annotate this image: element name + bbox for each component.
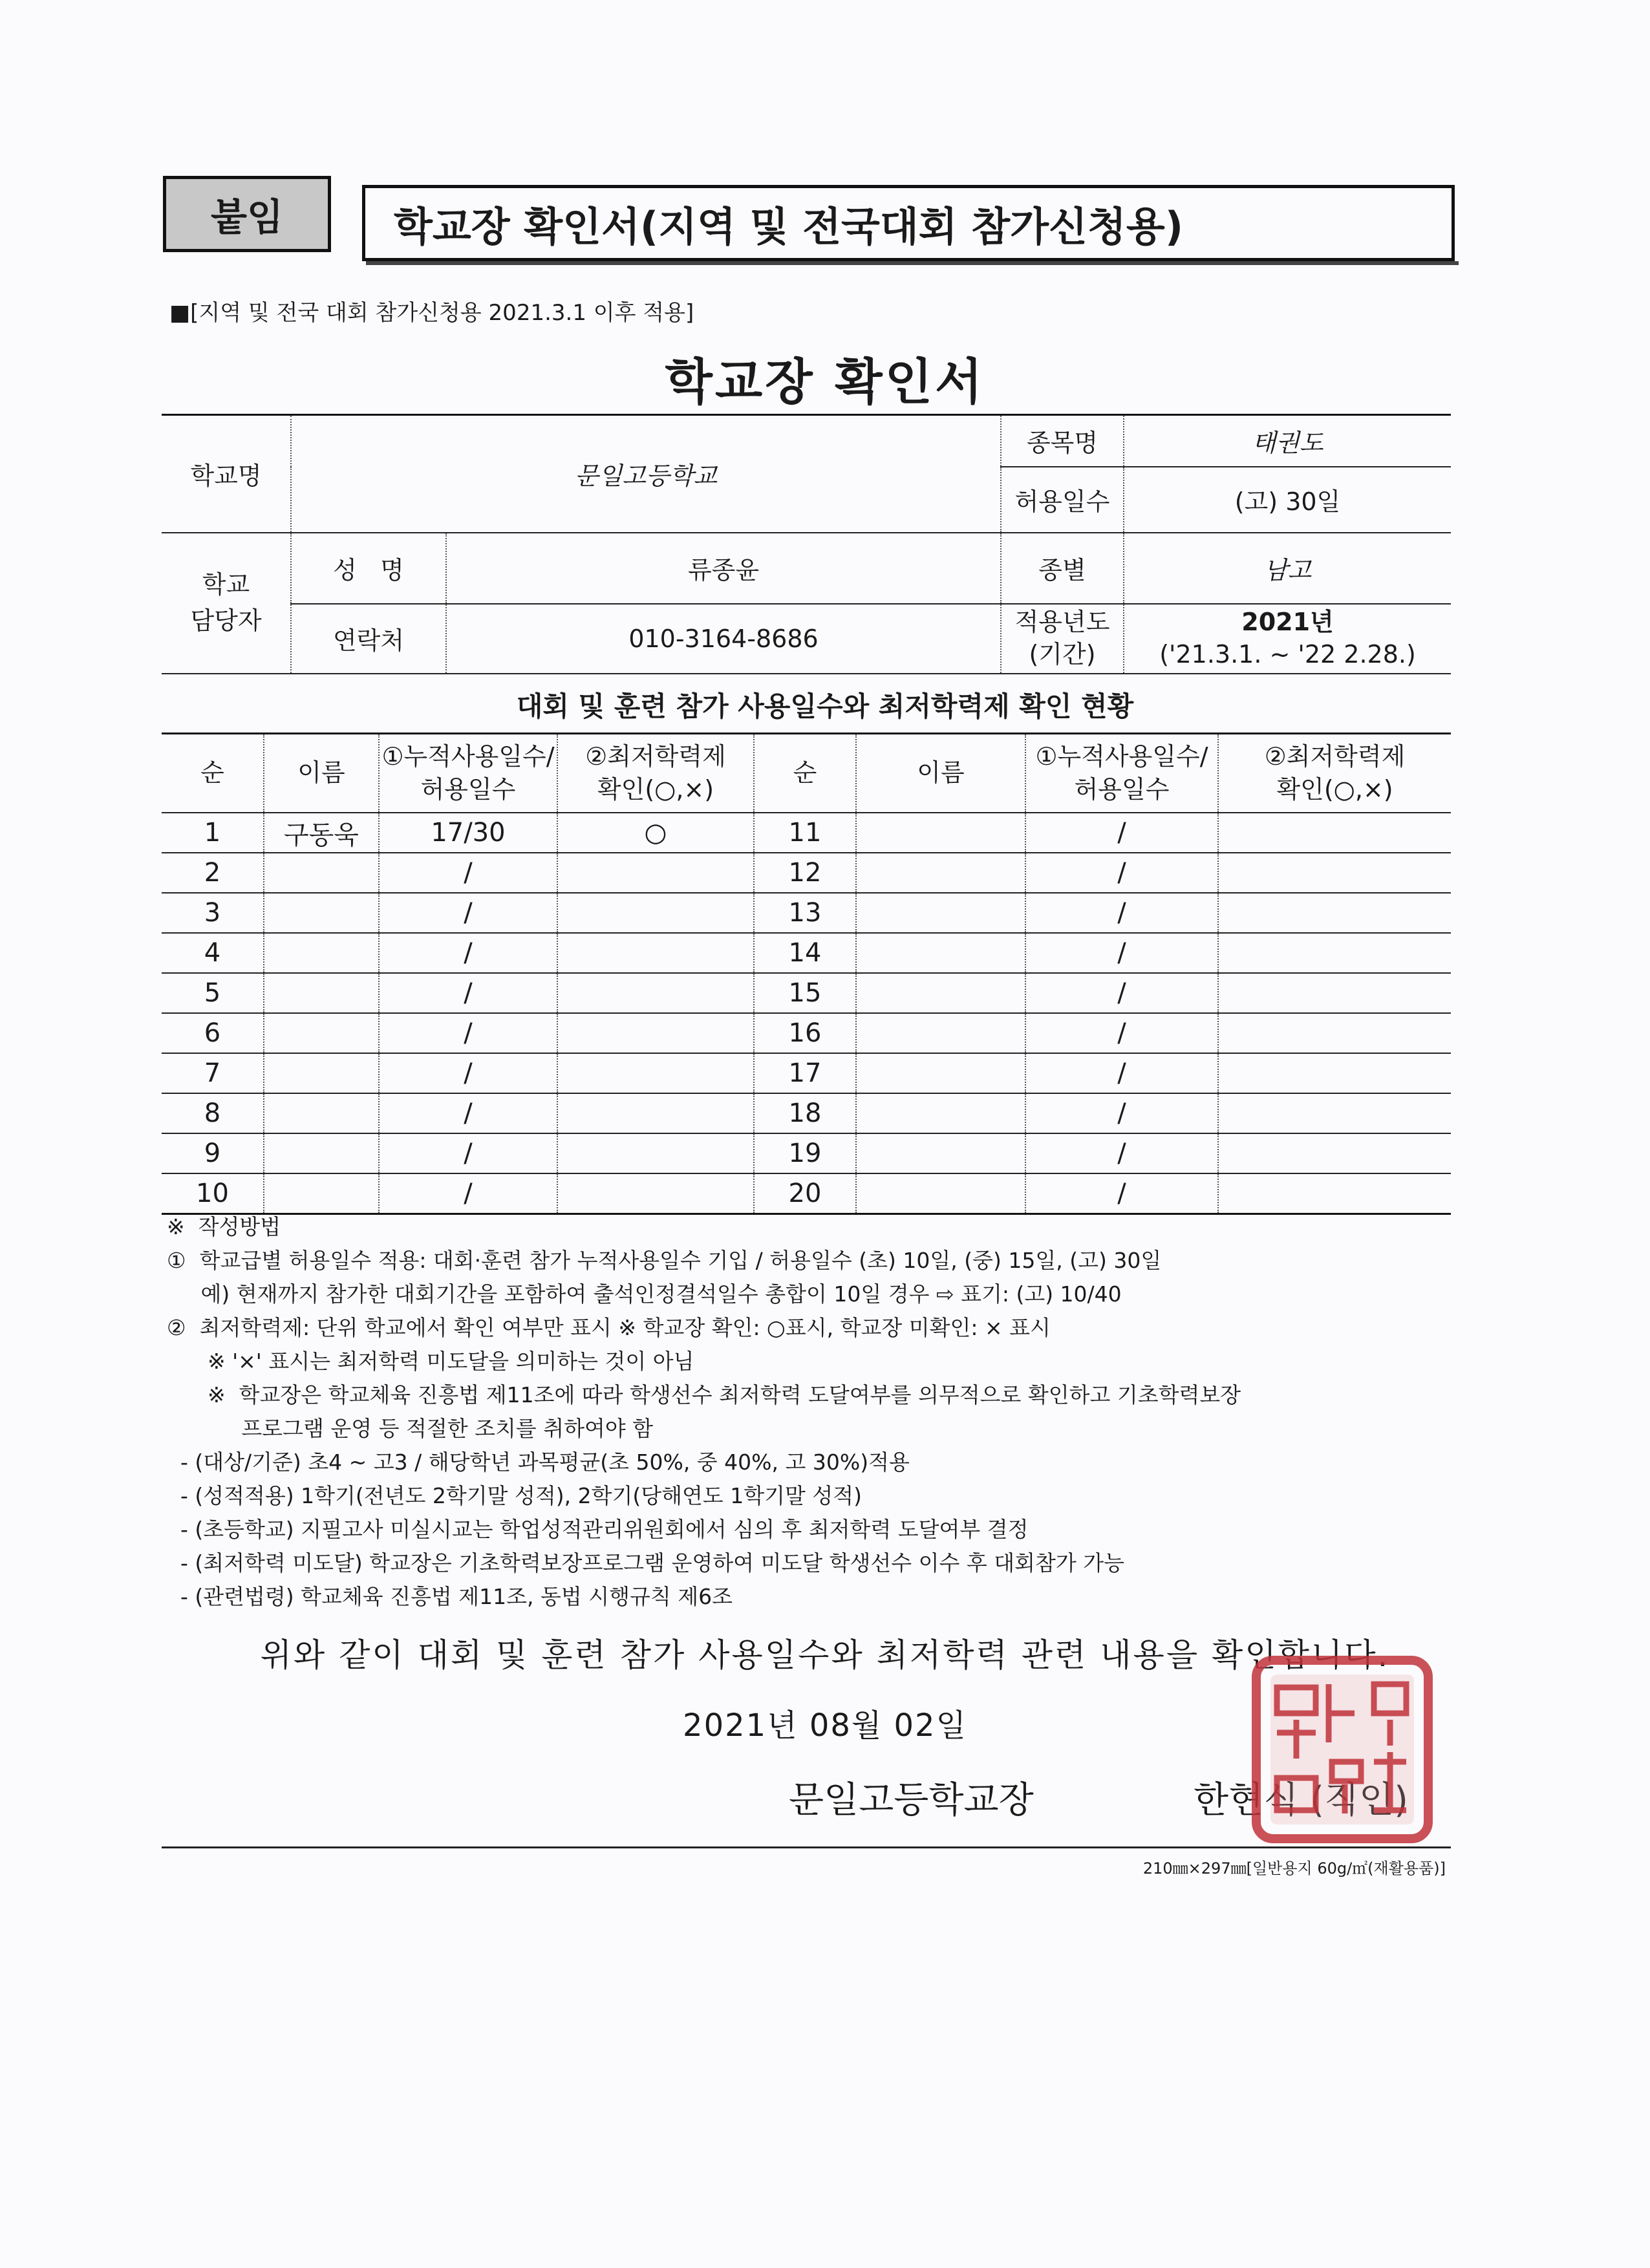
paper-specification: 210㎜×297㎜[일반용지 60g/㎡(재활용품)] [1142,1859,1446,1878]
year-value: 2021년 [1241,608,1334,637]
table-cell [856,1173,1025,1214]
table-row [162,813,1451,853]
table-cell: 18 [754,1093,856,1133]
table-row [162,1093,1451,1133]
instruction-line: - (대상/기준) 초4 ~ 고3 / 해당학년 과목평균(초 50%, 중 40%, 고 30%)적용 [167,1450,910,1475]
table-cell: 15 [754,973,856,1013]
name-value: 류종윤 [446,533,1001,604]
name-label: 성 명 [291,533,446,604]
school-value [291,415,1001,533]
school-signatory: 문일고등학교장 [789,1779,1034,1821]
year-cell [1124,604,1451,674]
column-header: ①누적사용일수/ 허용일수 [1025,734,1218,813]
table-cell: 6 [162,1013,264,1053]
table-cell [264,893,379,933]
allowed-days-value: (고) 30일 [1124,467,1451,533]
table-cell: / [379,1053,557,1093]
table-row [162,1053,1451,1093]
issue-date: 2021년 08월 02일 [683,1707,967,1744]
table-cell [557,1133,754,1173]
table-cell [1218,1133,1451,1173]
column-header: ①누적사용일수/ 허용일수 [379,734,557,813]
table-row [162,973,1451,1013]
column-header: 이름 [264,734,379,813]
column-header: ②최저학력제 확인(○,×) [1218,734,1451,813]
table-cell [264,853,379,893]
table-cell [1218,1173,1451,1214]
table-cell: 9 [162,1133,264,1173]
table-cell [264,973,379,1013]
table-cell: / [1025,1173,1218,1214]
contact-value: 010-3164-8686 [446,604,1001,674]
table-cell: / [1025,933,1218,973]
table-cell [557,893,754,933]
table-cell [264,1013,379,1053]
table-cell [1218,813,1451,853]
sport-value: 태권도 [1124,415,1451,467]
table-cell: 2 [162,853,264,893]
table-cell: 10 [162,1173,264,1214]
table-cell [856,893,1025,933]
table-cell: 14 [754,933,856,973]
table-cell: / [1025,1053,1218,1093]
section-title: 대회 및 훈련 참가 사용일수와 최저학력제 확인 현황 [516,690,1134,722]
official-seal [1251,1655,1433,1844]
column-header: ②최저학력제 확인(○,×) [557,734,754,813]
table-cell: / [1025,973,1218,1013]
table-cell [557,933,754,973]
principal-name: 한현식 (직인) [1194,1779,1408,1821]
table-cell: 3 [162,893,264,933]
table-cell: 20 [754,1173,856,1214]
table-cell: / [379,933,557,973]
table-cell: / [379,1093,557,1133]
table-cell: 16 [754,1013,856,1053]
table-cell: 17/30 [379,813,557,853]
table-cell [264,933,379,973]
table-cell [856,853,1025,893]
table-row [162,853,1451,893]
table-cell [856,1053,1025,1093]
table-cell [1218,1013,1451,1053]
instruction-line: ※ '×' 표시는 최저학력 미도달을 의미하는 것이 아님 [167,1349,694,1374]
page-title: 학교장 확인서 [665,353,985,411]
instruction-line: - (관련법령) 학교체육 진흥법 제11조, 동법 시행규칙 제6조 [167,1584,733,1609]
category-label: 종별 [1001,533,1124,604]
participation-table [162,733,1451,1215]
column-header: 순 [754,734,856,813]
table-cell [1218,1093,1451,1133]
table-cell: 8 [162,1093,264,1133]
instruction-line: - (최저학력 미도달) 학교장은 기초학력보장프로그램 운영하여 미도달 학생선수 이수 후 대회참가 가능 [167,1550,1125,1576]
table-cell: 5 [162,973,264,1013]
table-row [162,933,1451,973]
table-cell [856,973,1025,1013]
instruction-line: 프로그램 운영 등 적절한 조치를 취하여야 함 [167,1416,654,1441]
sport-label: 종목명 [1001,415,1124,467]
table-cell: / [1025,1093,1218,1133]
header-shadow [366,261,1459,265]
document-header-title: 학교장 확인서(지역 및 전국대회 참가신청용) [362,185,1455,261]
table-cell: 구동욱 [264,813,379,853]
table-row [162,1133,1451,1173]
attachment-tag: 붙임 [163,176,331,252]
instruction-line: - (성적적용) 1학기(전년도 2학기말 성적), 2학기(당해연도 1학기말 성적) [167,1483,862,1508]
table-cell [1218,893,1451,933]
table-cell [856,1093,1025,1133]
instruction-line: ② 최저학력제: 단위 학교에서 확인 여부만 표시 ※ 학교장 확인: ○표시, 학교장 미확인: × 표시 [167,1315,1051,1340]
instruction-line: ※ 작성방법 [167,1214,281,1239]
school-label: 학교명 [162,415,291,533]
table-cell [264,1133,379,1173]
contact-label: 연락처 [291,604,446,674]
instruction-line: - (초등학교) 지필고사 미실시교는 학업성적관리위원회에서 심의 후 최저학력 도달여부 결정 [167,1517,1029,1542]
year-period: ('21.3.1. ~ '22 2.28.) [1159,639,1416,669]
table-cell [557,1093,754,1133]
table-cell [1218,1053,1451,1093]
column-header: 이름 [856,734,1025,813]
table-cell: / [1025,893,1218,933]
table-cell [856,1013,1025,1053]
table-cell [1218,933,1451,973]
table-cell: 13 [754,893,856,933]
table-row [162,1013,1451,1053]
instruction-line: ① 학교급별 허용일수 적용: 대회·훈련 참가 누적사용일수 기입 / 허용일수 (초) 10일, (중) 15일, (고) 30일 [167,1248,1162,1273]
table-cell: 1 [162,813,264,853]
table-cell [264,1093,379,1133]
instruction-line: ※ 학교장은 학교체육 진흥법 제11조에 따라 학생선수 최저학력 도달여부를 의무적으로 확인하고 기초학력보장 [167,1382,1241,1407]
table-cell: 19 [754,1133,856,1173]
table-cell [856,933,1025,973]
applicability-note: ■[지역 및 전국 대회 참가신청용 2021.3.1 이후 적용] [169,300,694,326]
table-cell: 4 [162,933,264,973]
bottom-rule [162,1846,1451,1848]
table-cell: 17 [754,1053,856,1093]
table-cell: / [379,893,557,933]
table-cell: / [379,853,557,893]
column-header: 순 [162,734,264,813]
table-cell [1218,973,1451,1013]
allowed-days-label: 허용일수 [1001,467,1124,533]
table-cell [264,1173,379,1214]
table-cell: / [379,1013,557,1053]
confirmation-statement: 위와 같이 대회 및 훈련 참가 사용일수와 최저학력 관련 내용을 확인합니다. [260,1636,1390,1674]
table-cell [264,1053,379,1093]
table-row [162,893,1451,933]
table-cell: 11 [754,813,856,853]
table-cell: 7 [162,1053,264,1093]
table-cell: / [379,1133,557,1173]
table-cell [557,1173,754,1214]
manager-label: 학교 담당자 [162,533,291,674]
table-cell: ○ [557,813,754,853]
instruction-line: 예) 현재까지 참가한 대회기간을 포함하여 출석인정결석일수 총합이 10일 경우 ⇨ 표기: (고) 10/40 [167,1281,1122,1307]
table-cell [856,1133,1025,1173]
table-cell: / [1025,1013,1218,1053]
table-cell [1218,853,1451,893]
table-cell: / [379,1173,557,1214]
writing-instructions [167,1210,1486,1614]
table-cell [557,973,754,1013]
school-info-table [162,414,1451,674]
year-label: 적용년도 (기간) [1001,604,1124,674]
table-cell: / [1025,813,1218,853]
table-cell: / [379,973,557,1013]
table-cell: / [1025,1133,1218,1173]
table-cell [557,1053,754,1093]
table-row [162,1173,1451,1214]
table-cell [557,853,754,893]
table-cell [856,813,1025,853]
school-name: 문일고등학교 [574,462,718,491]
table-cell: / [1025,853,1218,893]
table-cell: 12 [754,853,856,893]
table-cell [557,1013,754,1053]
category-value: 남고 [1124,533,1451,604]
